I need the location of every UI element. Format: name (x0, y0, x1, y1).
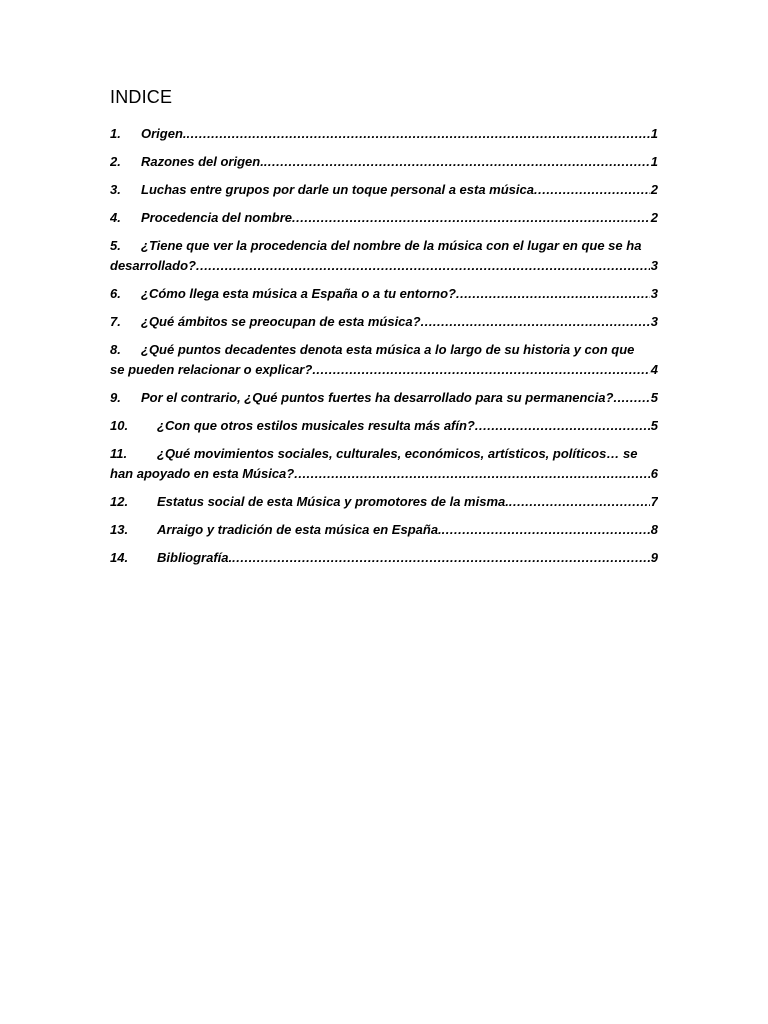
toc-entry-2[interactable] (110, 152, 658, 172)
toc-entry-number: 12. (110, 494, 129, 509)
toc-entry-number: 13. (110, 522, 129, 537)
toc-entry-title-line1: ¿Qué puntos decadentes denota esta música a lo largo de su historia y con que (141, 342, 635, 357)
table-of-contents (110, 124, 658, 576)
toc-entry-1[interactable] (110, 124, 658, 144)
toc-entry-title-line2: se pueden relacionar o explicar? (110, 362, 313, 377)
toc-entry-title: Razones del origen. (141, 154, 264, 169)
toc-entry-number: 8. (110, 342, 121, 357)
toc-entry-number: 5. (110, 238, 121, 253)
toc-entry-page: 1 (650, 126, 658, 141)
toc-entry-number: 9. (110, 390, 121, 405)
toc-entry-13[interactable] (110, 520, 658, 540)
toc-entry-number: 2. (110, 154, 121, 169)
dot-leader (442, 520, 650, 540)
dot-leader (232, 548, 650, 568)
toc-entry-number: 10. (110, 418, 129, 433)
toc-entry-10[interactable] (110, 416, 658, 436)
toc-entry-title: Por el contrario, ¿Qué puntos fuertes ha desarrollado para su permanencia? (141, 390, 614, 405)
dot-leader (475, 416, 650, 436)
dot-leader (613, 388, 649, 408)
toc-entry-8[interactable] (110, 340, 658, 380)
toc-entry-page: 3 (650, 314, 658, 329)
toc-entry-title: Procedencia del nombre (141, 210, 292, 225)
dot-leader (509, 492, 650, 512)
toc-entry-page: 6 (650, 466, 658, 481)
toc-entry-5[interactable] (110, 236, 658, 276)
toc-entry-page: 4 (650, 362, 658, 377)
toc-entry-page: 8 (650, 522, 658, 537)
toc-entry-title: ¿Con que otros estilos musicales resulta más afín? (157, 418, 475, 433)
toc-entry-page: 7 (650, 494, 658, 509)
toc-entry-title: Arraigo y tradición de esta música en España. (157, 522, 442, 537)
toc-entry-9[interactable] (110, 388, 658, 408)
dot-leader (456, 284, 650, 304)
dot-leader (312, 360, 649, 380)
toc-entry-page: 2 (650, 210, 658, 225)
toc-entry-11[interactable] (110, 444, 658, 484)
toc-entry-6[interactable] (110, 284, 658, 304)
toc-entry-title: Luchas entre grupos por darle un toque personal a esta música (141, 182, 534, 197)
toc-entry-page: 3 (650, 258, 658, 273)
toc-entry-page: 2 (650, 182, 658, 197)
toc-entry-page: 1 (650, 154, 658, 169)
toc-entry-number: 6. (110, 286, 121, 301)
dot-leader (534, 180, 650, 200)
dot-leader (292, 208, 650, 228)
dot-leader (187, 124, 650, 144)
toc-entry-12[interactable] (110, 492, 658, 512)
toc-entry-title: Estatus social de esta Música y promotores de la misma. (157, 494, 509, 509)
toc-entry-number: 3. (110, 182, 121, 197)
toc-entry-number: 1. (110, 126, 121, 141)
toc-entry-title-line2: han apoyado en esta Música? (110, 466, 295, 481)
toc-entry-number: 4. (110, 210, 121, 225)
toc-entry-title: Origen. (141, 126, 187, 141)
dot-leader (196, 256, 650, 276)
dot-leader (264, 152, 650, 172)
toc-entry-title: ¿Cómo llega esta música a España o a tu entorno? (141, 286, 456, 301)
toc-entry-number: 7. (110, 314, 121, 329)
toc-entry-page: 9 (650, 550, 658, 565)
toc-entry-title: Bibliografía. (157, 550, 233, 565)
toc-entry-3[interactable] (110, 180, 658, 200)
dot-leader (294, 464, 650, 484)
toc-entry-4[interactable] (110, 208, 658, 228)
toc-entry-title: ¿Qué ámbitos se preocupan de esta música? (141, 314, 421, 329)
toc-entry-title-line2: desarrollado? (110, 258, 196, 273)
toc-entry-14[interactable] (110, 548, 658, 568)
toc-heading: INDICE (110, 87, 173, 107)
toc-entry-title-line1: ¿Tiene que ver la procedencia del nombre de la música con el lugar en que se ha (141, 238, 642, 253)
toc-entry-page: 5 (650, 390, 658, 405)
toc-entry-number: 14. (110, 550, 129, 565)
toc-entry-page: 5 (650, 418, 658, 433)
toc-entry-page: 3 (650, 286, 658, 301)
toc-entry-7[interactable] (110, 312, 658, 332)
toc-entry-number: 11. (110, 446, 128, 461)
dot-leader (421, 312, 650, 332)
toc-entry-title-line1: ¿Qué movimientos sociales, culturales, económicos, artísticos, políticos… se (157, 446, 638, 461)
